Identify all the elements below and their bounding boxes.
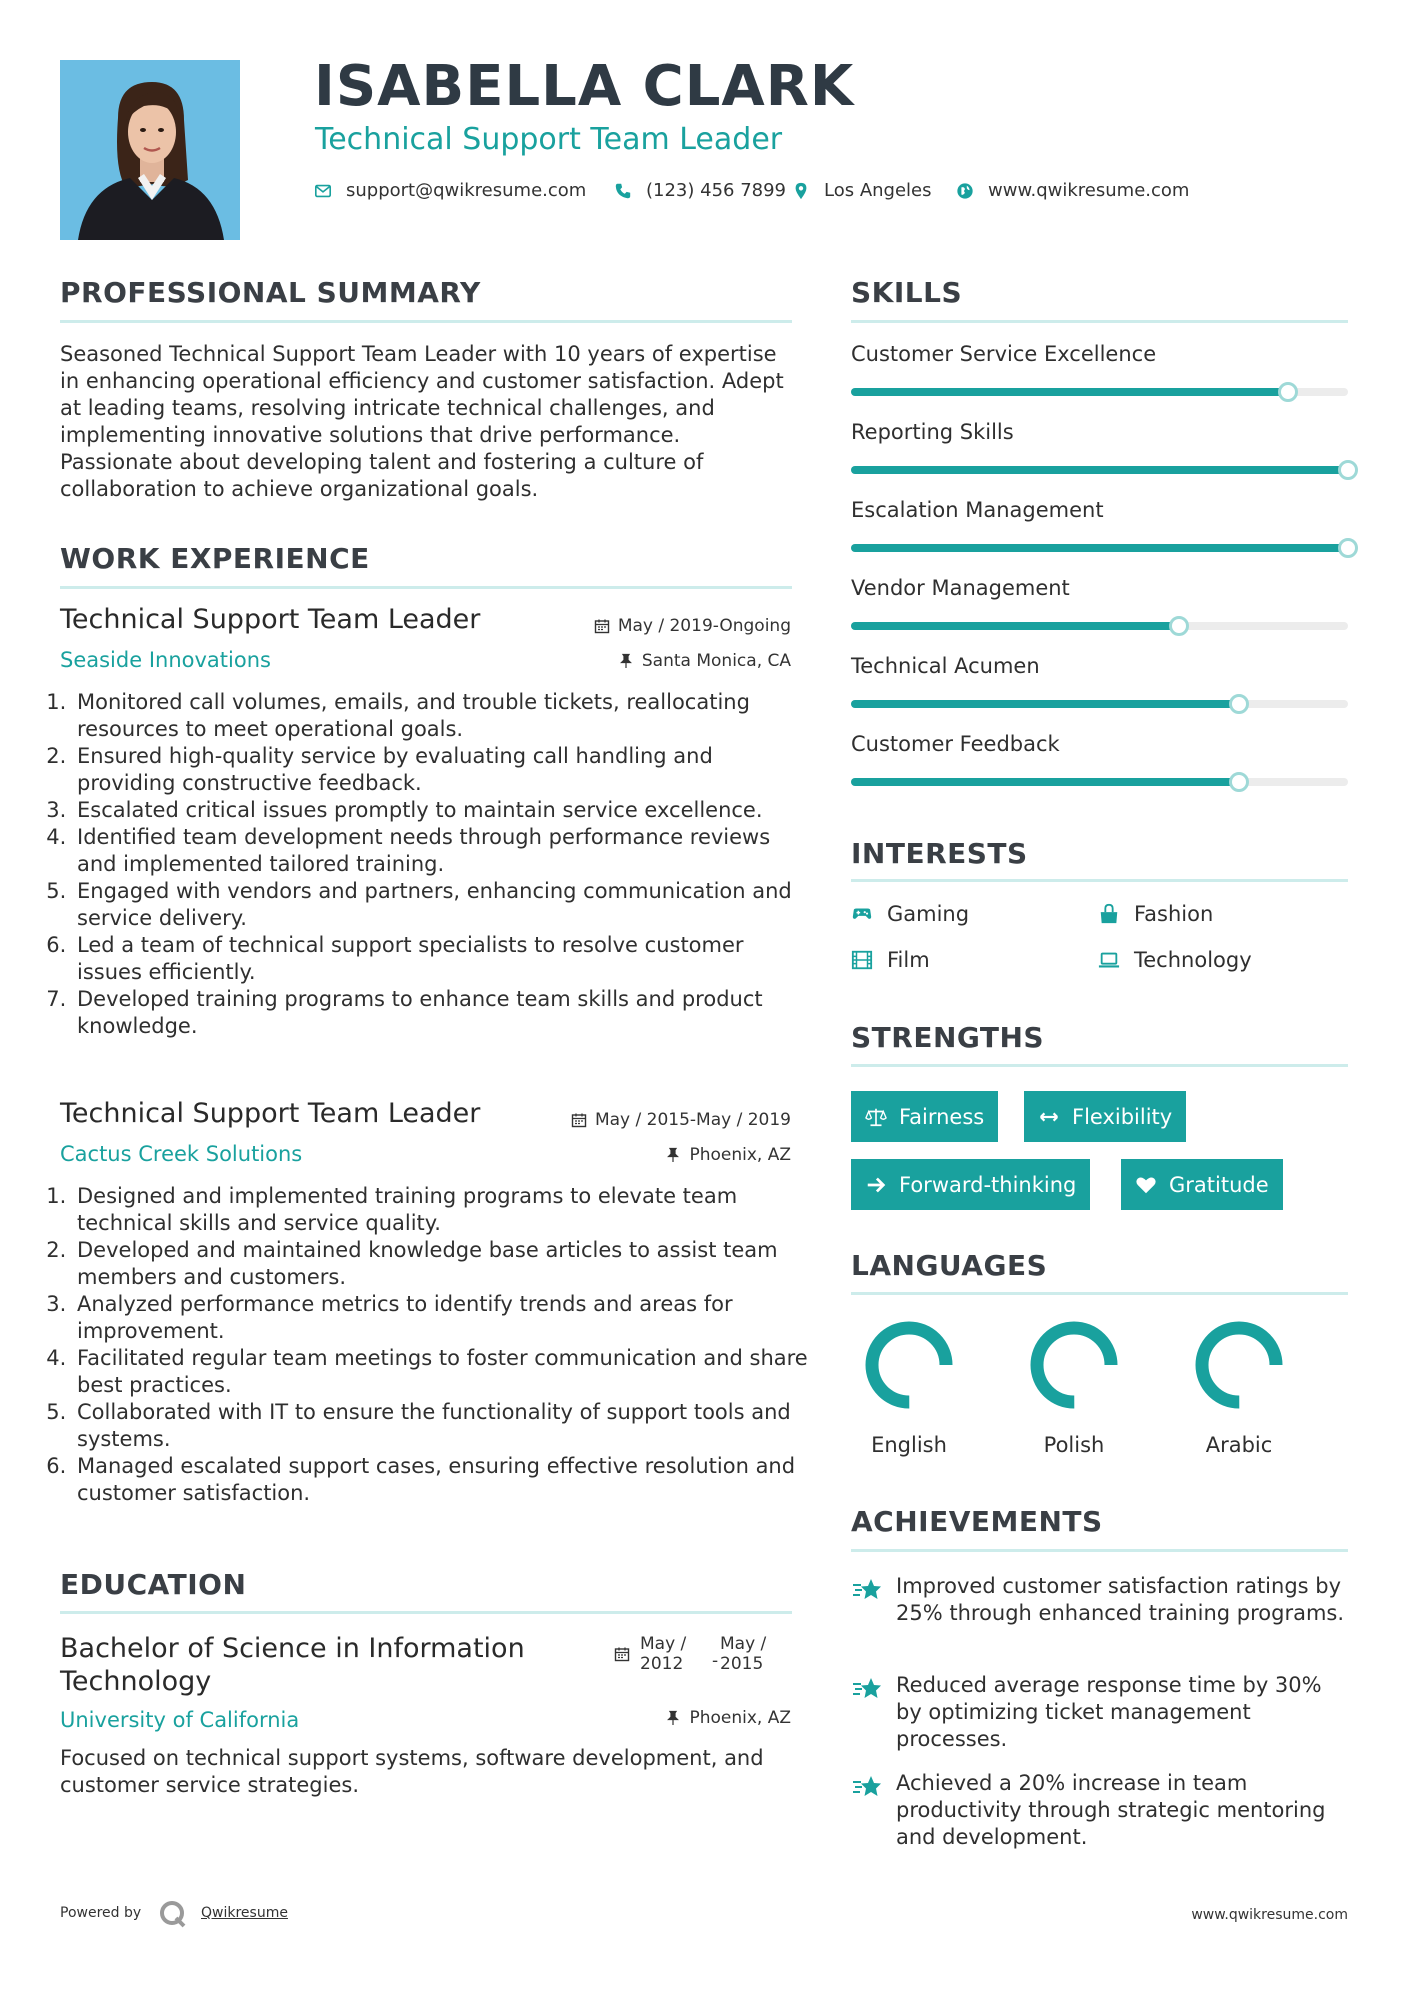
list-item: 6. Managed escalated support cases, ensuring effective resolution and customer satisfaction. (73, 1453, 815, 1507)
job-dates: May / 2019-Ongoing (594, 616, 791, 636)
strengths-divider (851, 1064, 1348, 1067)
calendar-icon (571, 1112, 587, 1128)
list-item: 3. Analyzed performance metrics to identify trends and areas for improvement. (73, 1291, 815, 1345)
skill-bar-fill (851, 622, 1179, 630)
list-item: 7. Developed training programs to enhance team skills and product knowledge. (73, 986, 815, 1040)
education-start: May / 2012 (640, 1634, 687, 1674)
skill-bar-fill (851, 700, 1239, 708)
footer-url[interactable]: www.qwikresume.com (1191, 1907, 1348, 1923)
job-title: Technical Support Team Leader (60, 604, 481, 635)
education-end: May / 2015 (720, 1634, 767, 1674)
language-level-ring (859, 1315, 959, 1415)
candidate-name: ISABELLA CLARK (314, 54, 855, 119)
arrows-horizontal-icon (1038, 1106, 1060, 1128)
email-text: support@qwikresume.com (346, 180, 587, 201)
languages-heading: LANGUAGES (851, 1249, 1048, 1282)
skill-label: Customer Feedback (851, 732, 1060, 756)
list-item: 1. Designed and implemented training programs to elevate team technical skills and service quality. (73, 1183, 815, 1237)
skill-bar (851, 778, 1348, 786)
contact-website[interactable] (956, 180, 1189, 201)
job-title: Technical Support Team Leader (60, 1098, 481, 1129)
pushpin-icon (618, 653, 634, 669)
candidate-role: Technical Support Team Leader (315, 122, 783, 157)
list-item: 1. Monitored call volumes, emails, and trouble tickets, reallocating resources to meet operational goals. (73, 689, 815, 743)
list-item: 5. Collaborated with IT to ensure the functionality of support tools and systems. (73, 1399, 815, 1453)
shooting-star-icon (851, 1676, 883, 1702)
languages-list (851, 1315, 1348, 1465)
skill-level-knob (1169, 616, 1189, 636)
globe-icon (956, 182, 974, 200)
contact-email[interactable] (314, 180, 586, 201)
film-icon (851, 949, 873, 971)
list-item: 2. Developed and maintained knowledge base articles to assist team members and customers. (73, 1237, 815, 1291)
skills-heading: SKILLS (851, 276, 963, 309)
job-bullets (54, 1183, 815, 1507)
education-heading: EDUCATION (60, 1568, 247, 1601)
shooting-star-icon (851, 1774, 883, 1800)
job-company: Seaside Innovations (60, 648, 271, 672)
interest-film: Film (851, 948, 930, 972)
skill-bar (851, 622, 1348, 630)
achievement-item: Achieved a 20% increase in team productivity through strategic mentoring and development. (896, 1771, 1326, 1849)
skill-label: Escalation Management (851, 498, 1104, 522)
achievements-heading: ACHIEVEMENTS (851, 1505, 1103, 1538)
profile-photo (60, 60, 240, 240)
phone-text: (123) 456 7899 (646, 180, 787, 201)
job-location: Santa Monica, CA (618, 651, 791, 671)
experience-divider (60, 586, 792, 589)
skill-level-knob (1278, 382, 1298, 402)
strength-badge-forward-thinking: Forward-thinking (851, 1159, 1090, 1210)
interests-divider (851, 879, 1348, 882)
experience-heading: WORK EXPERIENCE (60, 542, 370, 575)
skills-list (851, 342, 1348, 802)
achievement-item: Improved customer satisfaction ratings by 25% through enhanced training programs. (896, 1574, 1345, 1625)
list-item: 5. Engaged with vendors and partners, enhancing communication and service delivery. (73, 878, 815, 932)
education-description: Focused on technical support systems, software development, and customer service strategies. (60, 1746, 764, 1797)
skill-bar (851, 388, 1348, 396)
shooting-star-icon (851, 1577, 883, 1603)
education-divider (60, 1611, 792, 1614)
skill-bar (851, 700, 1348, 708)
strength-badge-fairness: Fairness (851, 1091, 998, 1142)
language-level-arc (1202, 1328, 1276, 1402)
education-dates (614, 1634, 794, 1684)
skill-label: Technical Acumen (851, 654, 1040, 678)
school-name: University of California (60, 1708, 300, 1732)
languages-divider (851, 1292, 1348, 1295)
skill-label: Reporting Skills (851, 420, 1014, 444)
degree-title: Bachelor of Science in Information Technology (60, 1633, 525, 1697)
phone-icon (614, 182, 632, 200)
qwikresume-logo-icon (158, 1899, 188, 1929)
skill-label: Customer Service Excellence (851, 342, 1157, 366)
skill-level-knob (1338, 460, 1358, 480)
summary-text: Seasoned Technical Support Team Leader with 10 years of expertise in enhancing operational efficiency and customer satisfaction. Adept at leading teams, resolving intricate technical challenges, and implementing innovative solutions that drive performance. Passionate about developing talent and fostering a culture of collaboration to achieve organizational goals. (60, 342, 784, 501)
summary-heading: PROFESSIONAL SUMMARY (60, 276, 481, 309)
balance-scale-icon (865, 1106, 887, 1128)
arrow-right-icon (865, 1174, 887, 1196)
qwikresume-link[interactable]: Qwikresume (201, 1905, 288, 1921)
language-level-ring (1024, 1315, 1124, 1415)
skills-divider (851, 320, 1348, 323)
achievements-divider (851, 1549, 1348, 1552)
interests-heading: INTERESTS (851, 837, 1028, 870)
powered-by-label: Powered by (60, 1905, 142, 1921)
pushpin-icon (665, 1147, 681, 1163)
location-text: Los Angeles (824, 180, 932, 201)
achievement-item: Reduced average response time by 30% by optimizing ticket management processes. (896, 1673, 1322, 1751)
skill-level-knob (1338, 538, 1358, 558)
strength-badge-flexibility: Flexibility (1024, 1091, 1186, 1142)
heart-icon (1135, 1174, 1157, 1196)
job-location: Phoenix, AZ (665, 1145, 791, 1165)
pushpin-icon (665, 1710, 681, 1726)
contact-location (792, 180, 932, 201)
language-level-ring (1189, 1315, 1289, 1415)
skill-bar-fill (851, 388, 1288, 396)
list-item: 4. Identified team development needs through performance reviews and implemented tailored training. (73, 824, 815, 878)
list-item: 3. Escalated critical issues promptly to maintain service excellence. (73, 797, 815, 824)
language-level-arc (1037, 1328, 1111, 1402)
skill-bar (851, 466, 1348, 474)
language-label: Arabic (1205, 1433, 1273, 1457)
interest-fashion: Fashion (1098, 902, 1213, 926)
strengths-heading: STRENGTHS (851, 1021, 1045, 1054)
skill-bar-fill (851, 466, 1348, 474)
skill-bar-fill (851, 544, 1348, 552)
interest-technology: Technology (1098, 948, 1252, 972)
list-item: 2. Ensured high-quality service by evaluating call handling and providing constructive feedback. (73, 743, 815, 797)
education-location: Phoenix, AZ (665, 1708, 791, 1728)
job-bullets (54, 689, 815, 1040)
language-label: Polish (1043, 1433, 1105, 1457)
skill-bar-fill (851, 778, 1239, 786)
calendar-icon (594, 618, 610, 634)
date-separator: - (712, 1651, 719, 1671)
job-dates: May / 2015-May / 2019 (571, 1110, 791, 1130)
gamepad-icon (851, 903, 873, 925)
list-item: 6. Led a team of technical support specialists to resolve customer issues efficiently. (73, 932, 815, 986)
contact-phone[interactable] (614, 180, 786, 201)
summary-divider (60, 320, 792, 323)
skill-level-knob (1229, 694, 1249, 714)
map-marker-icon (792, 182, 810, 200)
skill-label: Vendor Management (851, 576, 1070, 600)
list-item: 4. Facilitated regular team meetings to foster communication and share best practices. (73, 1345, 815, 1399)
shopping-bag-icon (1098, 903, 1120, 925)
calendar-icon (614, 1646, 630, 1662)
job-company: Cactus Creek Solutions (60, 1142, 303, 1166)
envelope-icon (314, 182, 332, 200)
skill-level-knob (1229, 772, 1249, 792)
achievements-list (851, 1573, 1351, 1863)
interest-gaming: Gaming (851, 902, 969, 926)
strength-badge-gratitude: Gratitude (1121, 1159, 1283, 1210)
skill-bar (851, 544, 1348, 552)
language-label: English (871, 1433, 947, 1457)
language-level-arc (872, 1328, 946, 1402)
laptop-icon (1098, 949, 1120, 971)
website-text: www.qwikresume.com (988, 180, 1190, 201)
